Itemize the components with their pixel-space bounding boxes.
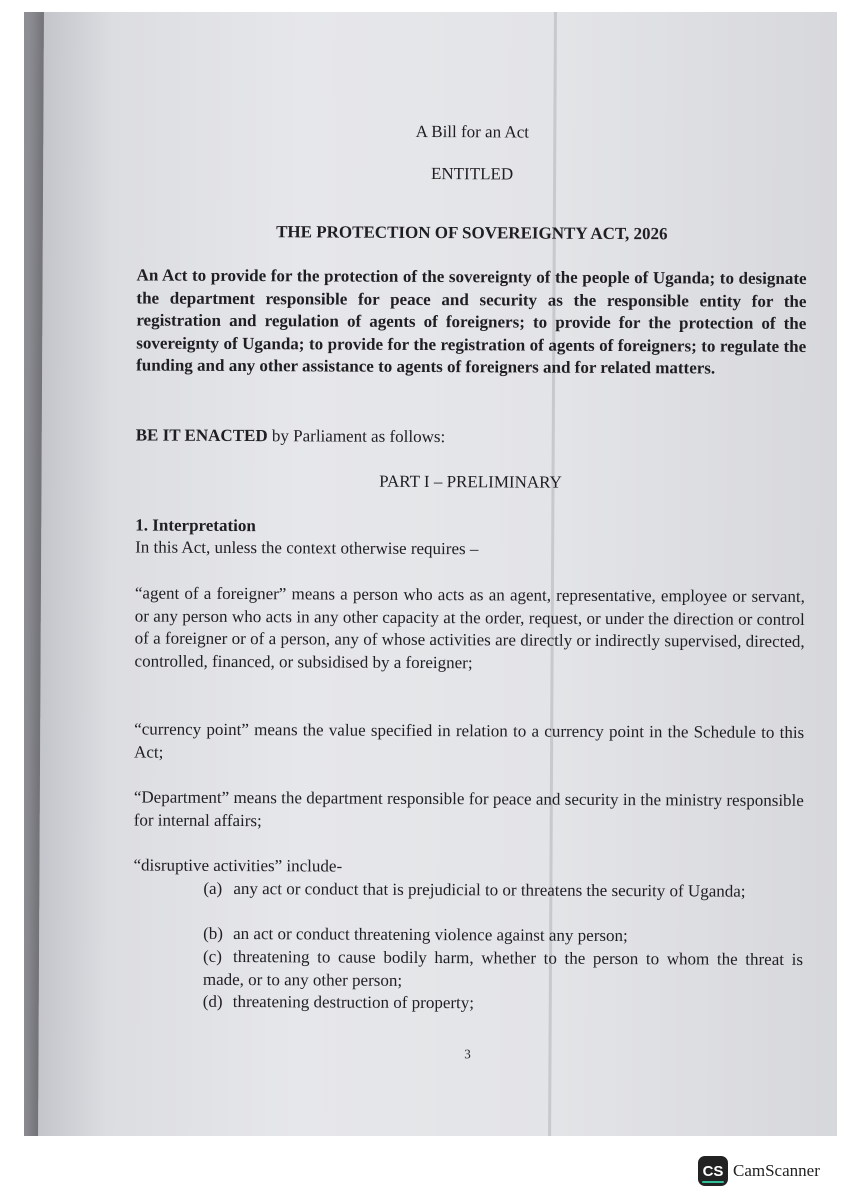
camscanner-logo-icon: CS (698, 1156, 728, 1186)
item-text: threatening to cause bodily harm, whether to the person to whom the threat is made, or to any other person; (202, 947, 804, 990)
camscanner-label: CamScanner (733, 1161, 820, 1180)
item-text: any act or conduct that is prejudicial to or threatens the security of Uganda; (233, 879, 746, 901)
item-label: (b) (203, 923, 224, 943)
section-intro: In this Act, unless the context otherwise requires – (135, 537, 479, 559)
camscanner-watermark (698, 1156, 820, 1186)
item-label: (a) (203, 878, 223, 898)
part-heading: PART I – PRELIMINARY (379, 471, 562, 492)
long-title: An Act to provide for the protection of the sovereignty of the people of Uganda; to designate the department responsible for peace and security as the responsible entity for the registration and regulation of agents of foreigners; to provide for the protection of the sovereignty of Uganda; to provide for the registration of agents of foreigners; to regulate the funding and any other assistance to agents of foreigners and for related matters. (136, 265, 807, 378)
entitled-header: ENTITLED (430, 164, 514, 184)
item-text: threatening destruction of property; (232, 992, 475, 1013)
item-label: (c) (202, 946, 222, 966)
enacting-rest: by Parliament as follows: (267, 426, 446, 447)
bill-header: A Bill for an Act (415, 121, 530, 142)
definition-department: “Department” means the department responsible for peace and security in the ministry responsible for internal affairs; (133, 787, 804, 830)
definition-agent-of-foreigner: “agent of a foreigner” means a person who acts as an agent, representative, employee or servant, or any person who acts in any other capacity at the order, request, or under the direction or control of a foreigner or of a person, any of whose activities are directly or indirectly supervised, directed, controlled, financed, or subsidised by a foreigner; (134, 583, 805, 672)
scanned-image (24, 12, 837, 1136)
list-item-c (203, 946, 803, 994)
item-text: an act or conduct threatening violence against any person; (233, 924, 628, 946)
page-number: 3 (464, 1046, 471, 1062)
item-label: (d) (202, 991, 223, 1011)
paper-page (38, 12, 837, 1136)
enacting-formula (136, 424, 806, 450)
section-heading: 1. Interpretation (135, 515, 256, 536)
definition-disruptive-activities: “disruptive activities” include- (133, 855, 343, 876)
list-item-d (203, 991, 803, 1017)
definition-currency-point: “currency point” means the value specified in relation to a currency point in the Schedule to this Act; (134, 719, 805, 762)
list-item-b (203, 923, 803, 949)
enacting-bold: BE IT ENACTED (135, 425, 268, 446)
act-title: THE PROTECTION OF SOVEREIGNTY ACT, 2026 (276, 222, 668, 244)
list-item-a (203, 878, 803, 904)
document-body (133, 104, 807, 1062)
